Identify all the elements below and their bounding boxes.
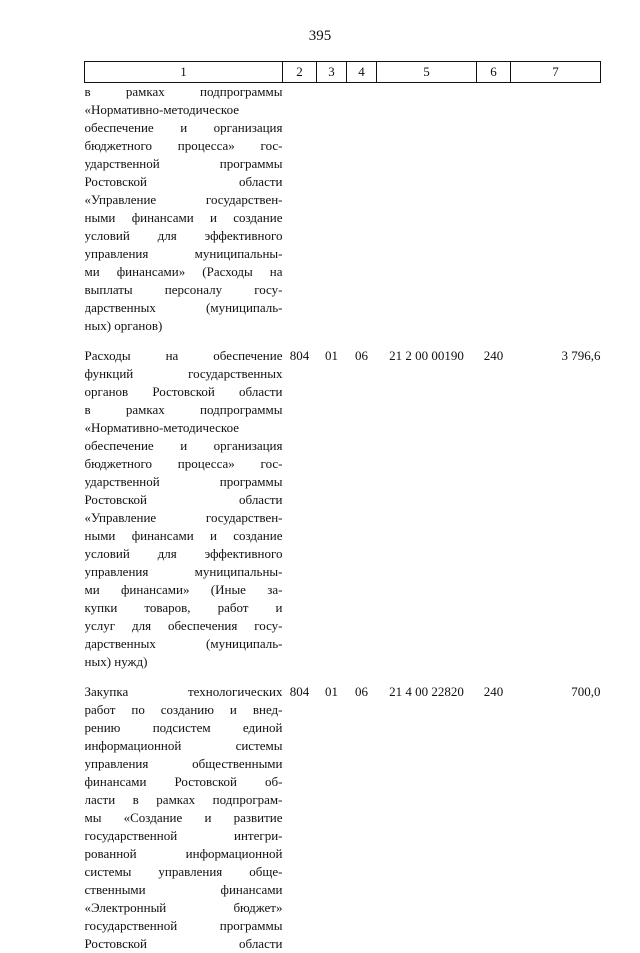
row-spacer xyxy=(85,671,601,683)
ministry-code xyxy=(283,83,317,336)
column-header-6: 6 xyxy=(477,62,511,83)
section-code xyxy=(317,83,347,336)
description-line: государственной интегри- xyxy=(85,827,283,845)
amount: 3 796,6 xyxy=(511,347,601,671)
description-line: бюджетного процесса» гос- xyxy=(85,137,283,155)
ministry-code: 804 xyxy=(283,347,317,671)
description-line: управления муниципальны- xyxy=(85,563,283,581)
subsection-code xyxy=(347,83,377,336)
table-body xyxy=(85,83,601,953)
description-line: финансами Ростовской об- xyxy=(85,773,283,791)
row-spacer xyxy=(85,335,601,347)
description-line: в рамках подпрограммы xyxy=(85,401,283,419)
description-line: Ростовской области xyxy=(85,935,283,953)
description-line: ных) нужд) xyxy=(85,653,283,671)
description-line: государственной программы xyxy=(85,917,283,935)
description-line: дарственных (муниципаль- xyxy=(85,635,283,653)
expense-type-code: 240 xyxy=(477,683,511,953)
section-code: 01 xyxy=(317,683,347,953)
section-code: 01 xyxy=(317,347,347,671)
description-line: Ростовской области xyxy=(85,173,283,191)
column-header-3: 3 xyxy=(317,62,347,83)
description-line: системы управления обще- xyxy=(85,863,283,881)
description-line: ми финансами» (Расходы на xyxy=(85,263,283,281)
description-line: ственными финансами xyxy=(85,881,283,899)
amount xyxy=(511,83,601,336)
column-header-5: 5 xyxy=(377,62,477,83)
description-line: услуг для обеспечения госу- xyxy=(85,617,283,635)
budget-table xyxy=(84,61,601,953)
description-line: управления муниципальны- xyxy=(85,245,283,263)
column-header-7: 7 xyxy=(511,62,601,83)
row-description xyxy=(85,347,283,671)
target-article-code xyxy=(377,83,477,336)
description-line: управления общественными xyxy=(85,755,283,773)
amount: 700,0 xyxy=(511,683,601,953)
description-line: «Нормативно-методическое xyxy=(85,419,283,437)
column-header-2: 2 xyxy=(283,62,317,83)
description-line: «Электронный бюджет» xyxy=(85,899,283,917)
page-number: 395 xyxy=(0,27,640,45)
description-line: дарственных (муниципаль- xyxy=(85,299,283,317)
expense-type-code: 240 xyxy=(477,347,511,671)
description-line: Закупка технологических xyxy=(85,683,283,701)
expense-type-code xyxy=(477,83,511,336)
table-row xyxy=(85,347,601,671)
description-line: «Управление государствен- xyxy=(85,509,283,527)
description-line: ударственной программы xyxy=(85,155,283,173)
description-line: органов Ростовской области xyxy=(85,383,283,401)
description-line: информационной системы xyxy=(85,737,283,755)
column-header-4: 4 xyxy=(347,62,377,83)
description-line: ми финансами» (Иные за- xyxy=(85,581,283,599)
description-line: рованной информационной xyxy=(85,845,283,863)
description-line: условий для эффективного xyxy=(85,227,283,245)
row-description xyxy=(85,83,283,336)
description-line: ласти в рамках подпрограм- xyxy=(85,791,283,809)
description-line: рению подсистем единой xyxy=(85,719,283,737)
description-line: функций государственных xyxy=(85,365,283,383)
description-line: Расходы на обеспечение xyxy=(85,347,283,365)
description-line: ударственной программы xyxy=(85,473,283,491)
target-article-code: 21 2 00 00190 xyxy=(377,347,477,671)
subsection-code: 06 xyxy=(347,347,377,671)
description-line: бюджетного процесса» гос- xyxy=(85,455,283,473)
row-description xyxy=(85,683,283,953)
description-line: ными финансами и создание xyxy=(85,527,283,545)
description-line: ных) органов) xyxy=(85,317,283,335)
description-line: ными финансами и создание xyxy=(85,209,283,227)
description-line: работ по созданию и внед- xyxy=(85,701,283,719)
description-line: обеспечение и организация xyxy=(85,437,283,455)
description-line: мы «Создание и развитие xyxy=(85,809,283,827)
header-row xyxy=(85,62,601,83)
description-line: выплаты персоналу госу- xyxy=(85,281,283,299)
subsection-code: 06 xyxy=(347,683,377,953)
description-line: в рамках подпрограммы xyxy=(85,83,283,101)
table-row xyxy=(85,683,601,953)
description-line: обеспечение и организация xyxy=(85,119,283,137)
description-line: купки товаров, работ и xyxy=(85,599,283,617)
column-header-1: 1 xyxy=(85,62,283,83)
ministry-code: 804 xyxy=(283,683,317,953)
target-article-code: 21 4 00 22820 xyxy=(377,683,477,953)
description-line: условий для эффективного xyxy=(85,545,283,563)
table-row xyxy=(85,83,601,336)
description-line: Ростовской области xyxy=(85,491,283,509)
description-line: «Нормативно-методическое xyxy=(85,101,283,119)
description-line: «Управление государствен- xyxy=(85,191,283,209)
